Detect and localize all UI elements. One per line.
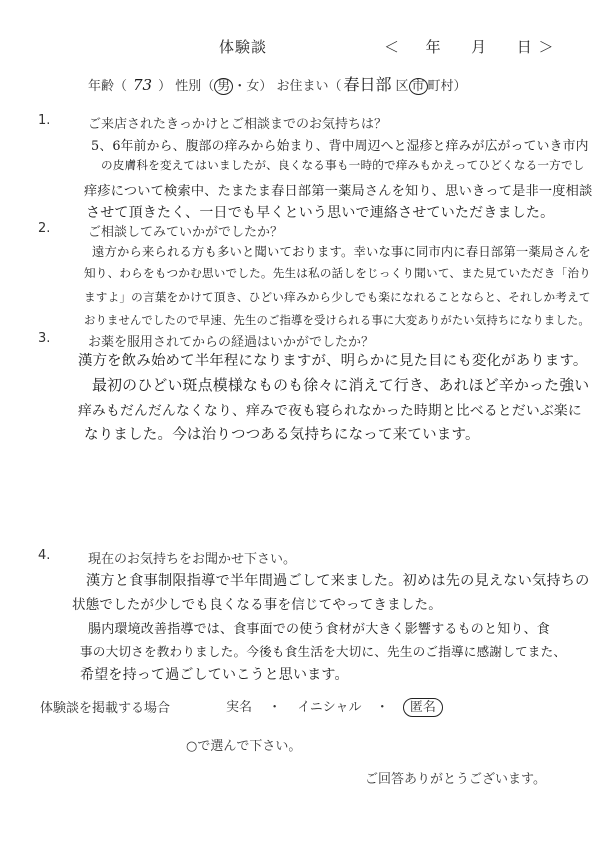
year-label: 年 (425, 38, 442, 56)
profile-row (88, 72, 467, 95)
city-label-circled: 市 (409, 78, 428, 95)
q3-answer-line: 最初のひどい斑点模様なものも徐々に消えて行き、あれほど辛かった強い (92, 376, 590, 394)
ward-label: 区 (395, 79, 409, 94)
q2-answer-line: おりませんでしたので早速、先生のご指導を受けられる事に大変ありがたい気持ちになりました。 (84, 314, 590, 327)
document-title: 体験談 (219, 38, 268, 56)
sex-sep: ・ (233, 79, 247, 94)
q4-answer-line: 漢方と食事制限指導で半年間過ごして来ました。初めは先の見えない気持ちの (86, 573, 590, 589)
q1-number: 1. (38, 113, 51, 128)
age-close: ） (158, 79, 172, 94)
q1-answer-line: の皮膚科を変えてはいましたが、良くなる事も一時的で痒みもかえってひどくなる一方でし (101, 158, 585, 172)
q3-answer-line: なりました。今は治りつつある気持ちになって来ています。 (84, 427, 480, 443)
q2-answer-line: 知り、わらをもつかむ思いでした。先生は私の話しをじっくり聞いて、また見ていただき「治り (84, 266, 591, 280)
q4-number: 4. (38, 548, 51, 563)
date-field (384, 36, 555, 57)
q1-answer-line: 痒疹について検索中、たまたま春日部第一薬局さんを知り、思いきって是非一度相談 (84, 184, 593, 199)
publish-note: ○で選んで下さい。 (186, 739, 302, 754)
q3-question: お薬を服用されてからの経過はいかがでしたか？ (88, 335, 375, 350)
q4-answer-line: 状態でしたが少しでも良くなる事を信じてやってきました。 (72, 597, 442, 613)
q3-answer-line: 漢方を飲み始めて半年程になりますが、明らかに見た目にも変化があります。 (78, 353, 588, 369)
sex-male-circled: 男 (214, 78, 233, 95)
sex-close: ） (259, 79, 273, 94)
month-label: 月 (471, 38, 488, 56)
q4-question: 現在のお気持ちをお聞かせ下さい。 (88, 552, 297, 567)
address-label: お住まい（ (276, 79, 342, 94)
q3-number: 3. (38, 331, 51, 346)
town-label: 町村） (427, 79, 467, 94)
publish-option-anonymous-circled: 匿名 (403, 698, 443, 717)
q4-answer-line: 腸内環境改善指導では、食事面での使う食材が大きく影響するものと知り、食 (88, 622, 551, 637)
age-value: 73 (133, 76, 153, 94)
publish-label: 体験談を掲載する場合 (40, 701, 171, 716)
q2-answer-line: 遠方から来られる方も多いと聞いております。幸いな事に同市内に春日部第一薬局さんを (92, 245, 591, 259)
age-label: 年齢（ (88, 79, 128, 94)
closing-thanks: ご回答ありがとうございます。 (365, 772, 546, 787)
publish-options (226, 696, 443, 717)
q2-question: ご相談してみていかがでしたか？ (88, 225, 284, 240)
date-close-bracket: ＞ (538, 38, 555, 56)
q3-answer-line: 痒みもだんだんなくなり、痒みで夜も寝られなかった時期と比べるとだいぶ楽に (78, 403, 582, 419)
address-value: 春日部 (343, 75, 392, 94)
publish-option-initial: イニシャル (297, 700, 362, 715)
q1-question: ご来店されたきっかけとご相談までのお気持ちは？ (88, 117, 388, 132)
day-label: 日 (516, 38, 533, 56)
publish-option-real-name: 実名 (226, 700, 253, 715)
q1-answer-line: 5、6年前から、腹部の痒みから始まり、背中周辺へと湿疹と痒みが広がっていき市内 (91, 139, 589, 154)
publish-sep: ・ (268, 700, 282, 715)
q2-answer-line: ますよ」の言葉をかけて頂き、ひどい痒みから少しでも楽になれることならと、それしか考えて (84, 290, 591, 304)
date-open-bracket: ＜ (384, 38, 401, 56)
publish-sep: ・ (375, 700, 389, 715)
q1-answer-line: させて頂きたく、一日でも早くという思いで連絡させていただきました。 (86, 205, 555, 221)
q2-number: 2. (38, 221, 51, 236)
q4-answer-line: 事の大切さを教わりました。今後も食生活を大切に、先生のご指導に感謝してまた、 (80, 644, 567, 659)
q4-answer-line: 希望を持って過ごしていこうと思います。 (80, 667, 349, 683)
sex-label: 性別（ (175, 79, 215, 94)
sex-female: 女 (246, 79, 260, 94)
